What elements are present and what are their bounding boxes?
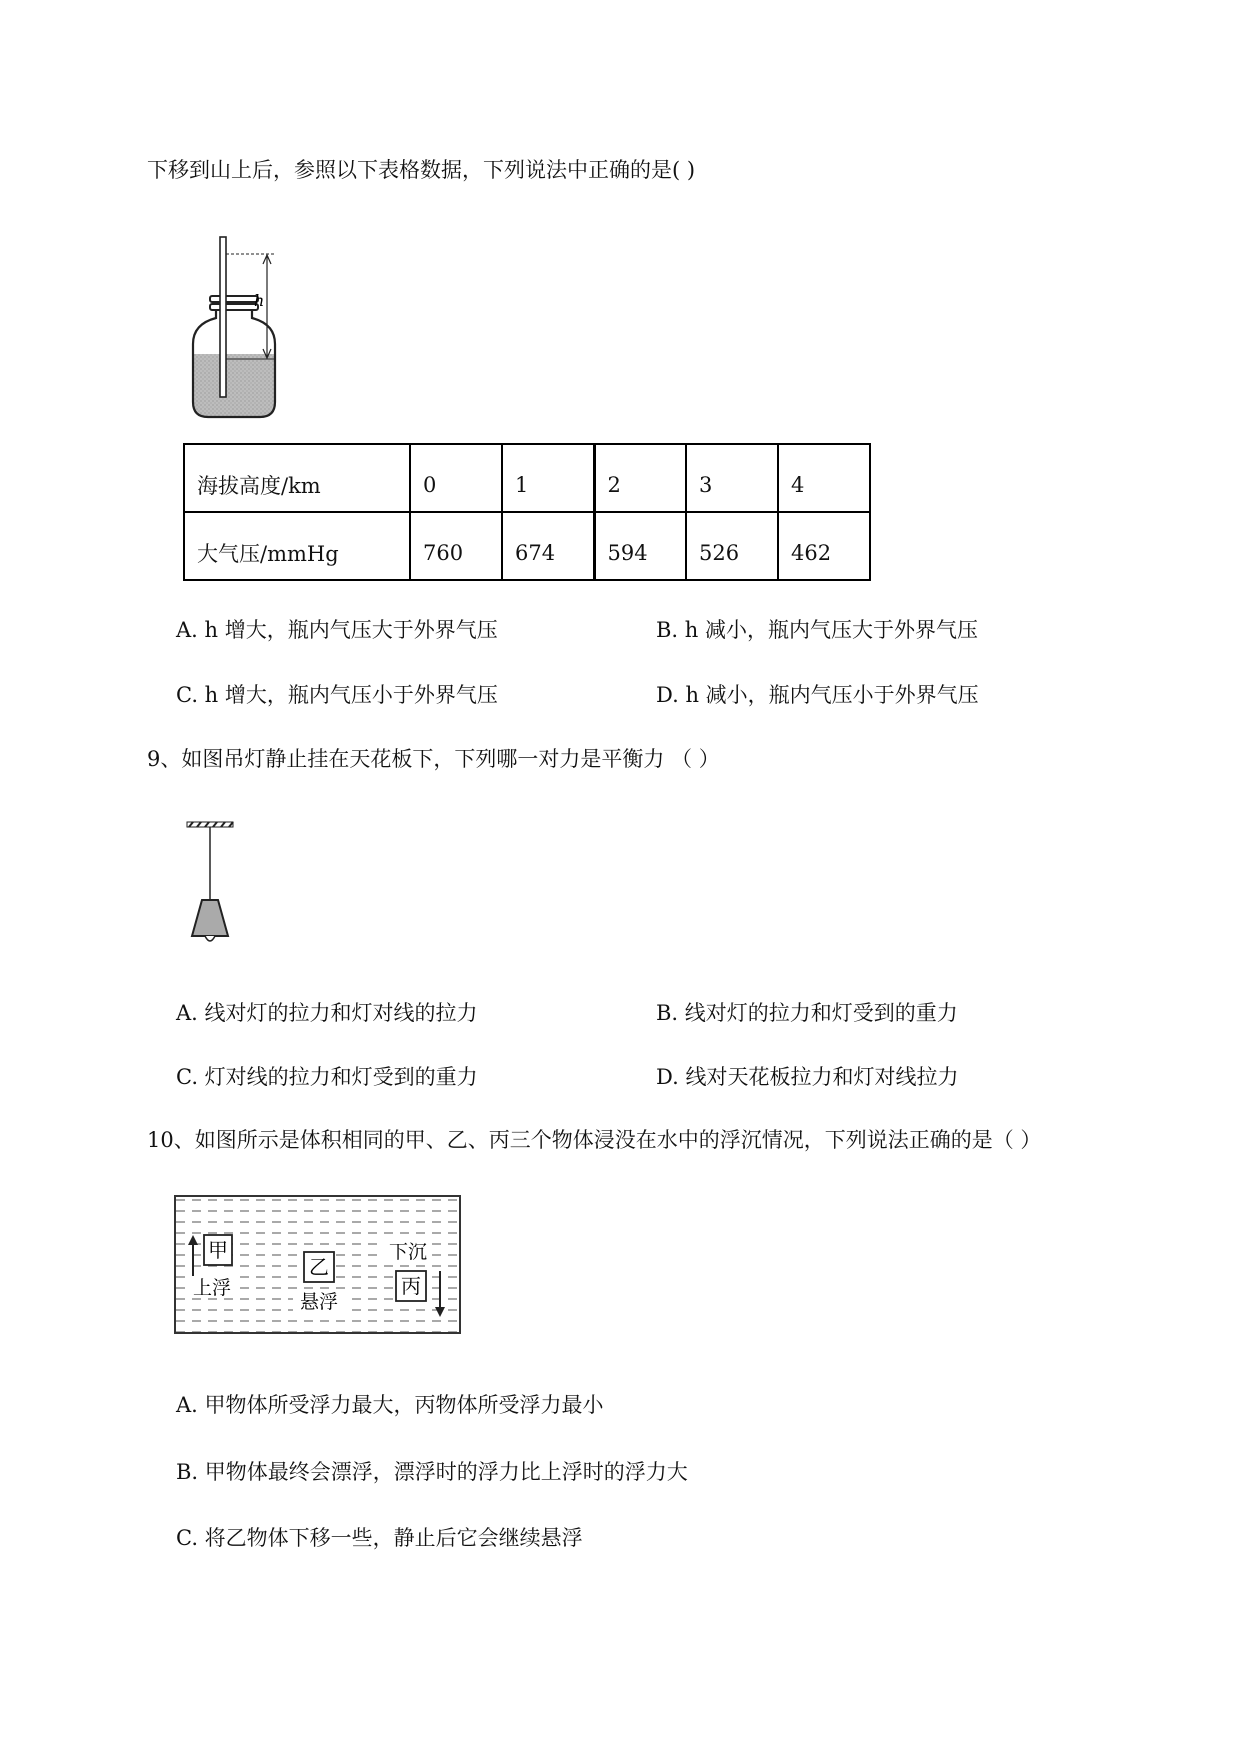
q9-option-c: C. 灯对线的拉力和灯受到的重力 (176, 1065, 478, 1089)
q8-option-d: D. h 减小，瓶内气压小于外界气压 (656, 683, 979, 707)
q8-option-c: C. h 增大，瓶内气压小于外界气压 (176, 683, 498, 707)
table-cell: 1 (502, 444, 594, 512)
lamp-shade (192, 900, 228, 936)
q10-option-b: B. 甲物体最终会漂浮，漂浮时的浮力比上浮时的浮力大 (176, 1460, 688, 1484)
bottle-cap-ring (210, 296, 258, 302)
label-suspend: 悬浮 (299, 1291, 339, 1313)
table-cell: 760 (410, 512, 502, 580)
label-bing: 丙 (401, 1274, 421, 1298)
q9-option-b: B. 线对灯的拉力和灯受到的重力 (656, 1001, 958, 1025)
q9-stem: 9、如图吊灯静止挂在天花板下，下列哪一对力是平衡力 （ ） (147, 747, 720, 771)
label-down: 下沉 (388, 1241, 428, 1263)
table-cell: 0 (410, 444, 502, 512)
label-jia: 甲 (208, 1238, 228, 1262)
label-up: 上浮 (192, 1277, 232, 1299)
bottle-figure (180, 232, 290, 422)
hanging-lamp-figure (180, 818, 240, 948)
table-cell: 3 (686, 444, 778, 512)
q10-option-a: A. 甲物体所受浮力最大，丙物体所受浮力最小 (176, 1393, 604, 1417)
liquid (193, 354, 275, 417)
table-cell: 海拔高度/km (184, 444, 410, 512)
q8-stem: 下移到山上后，参照以下表格数据，下列说法中正确的是( ) (147, 158, 696, 182)
bottle-cap-ring (210, 304, 258, 310)
q10-option-c: C. 将乙物体下移一些，静止后它会继续悬浮 (176, 1526, 583, 1550)
lamp-bulb (205, 936, 215, 941)
glass-tube (220, 237, 226, 397)
q9-option-a: A. 线对灯的拉力和灯对线的拉力 (176, 1001, 478, 1025)
table-row (184, 444, 870, 512)
q8-option-b: B. h 减小，瓶内气压大于外界气压 (656, 618, 978, 642)
altitude-pressure-table (183, 443, 871, 581)
table-cell: 2 (594, 444, 686, 512)
table-cell: 594 (594, 512, 686, 580)
height-label: h (254, 291, 265, 310)
table-cell: 526 (686, 512, 778, 580)
table-cell: 462 (778, 512, 870, 580)
q9-option-d: D. 线对天花板拉力和灯对线拉力 (656, 1065, 959, 1089)
q10-stem: 10、如图所示是体积相同的甲、乙、丙三个物体浸没在水中的浮沉情况，下列说法正确的是（ ） (147, 1128, 1042, 1152)
table-cell: 大气压/mmHg (184, 512, 410, 580)
label-yi: 乙 (309, 1255, 329, 1279)
table-row (184, 512, 870, 580)
table-cell: 674 (502, 512, 594, 580)
q8-option-a: A. h 增大，瓶内气压大于外界气压 (176, 618, 498, 642)
table-cell: 4 (778, 444, 870, 512)
buoyancy-figure (174, 1195, 462, 1335)
